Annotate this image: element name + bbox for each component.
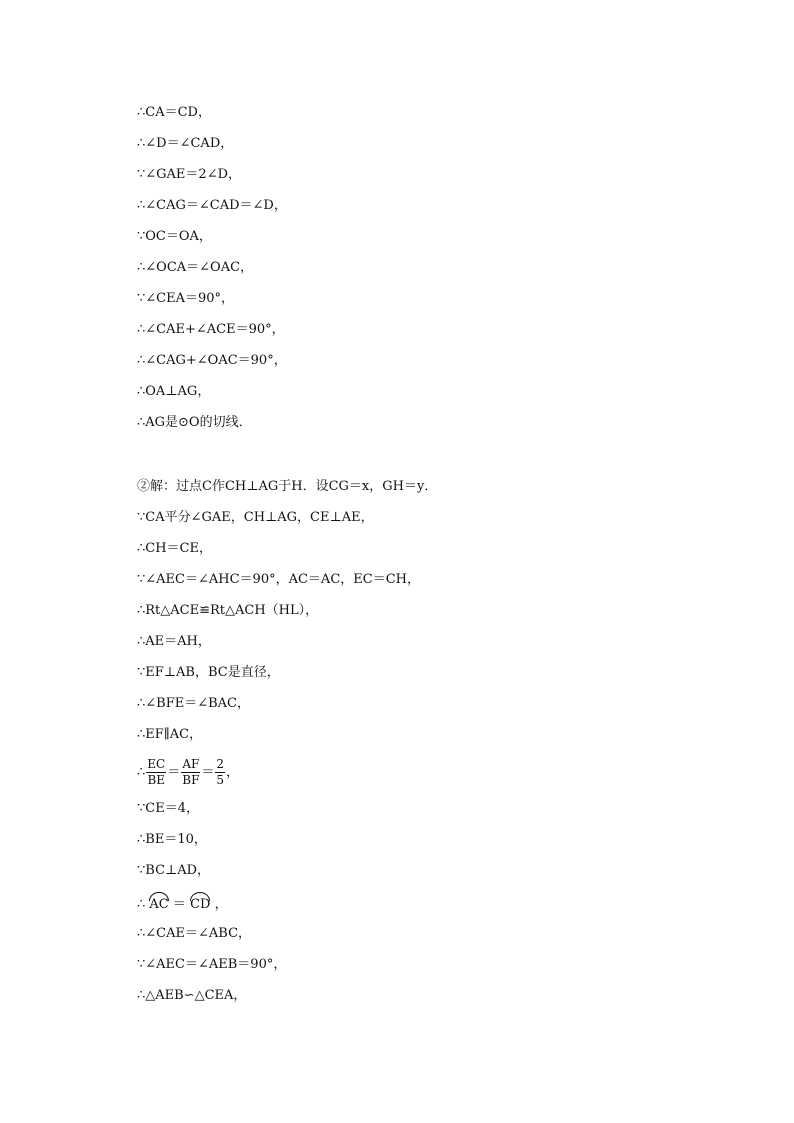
proof-line: ∵CA平分∠GAE，CH⊥AG，CE⊥AE， — [137, 510, 374, 525]
equals-sign: ＝ — [172, 897, 186, 912]
proof-line: ∴∠CAE＝∠ABC， — [137, 926, 252, 941]
proof-line: ∴∠CAG+∠OAC＝90°， — [137, 353, 287, 368]
comma: ， — [214, 897, 228, 912]
equals-sign: ＝ — [167, 764, 181, 780]
proof-line: ∵∠CEA＝90°， — [137, 291, 235, 306]
proof-line: ∵CE＝4， — [137, 801, 199, 816]
proof-line: ∴CA＝CD， — [137, 105, 211, 120]
arc-cd: CD — [190, 892, 210, 913]
fraction-ec-be — [146, 757, 166, 788]
proof-line: ∵∠GAE＝2∠D， — [137, 167, 242, 182]
fraction-2-5 — [215, 757, 225, 788]
proof-line: ∴OA⊥AG， — [137, 384, 211, 399]
therefore-symbol: ∴ — [137, 897, 146, 912]
proof-line: ∴CH＝CE， — [137, 541, 212, 556]
proof-line: ∵EF⊥AB，BC是直径， — [137, 665, 280, 680]
arc-ac: AC — [149, 892, 168, 913]
comma: ， — [226, 764, 240, 780]
fraction-denominator: BE — [147, 773, 166, 787]
fraction-equation — [137, 757, 239, 788]
proof-conclusion: ∴AG是⊙O的切线． — [137, 415, 252, 430]
proof-line: ∴∠CAG＝∠CAD＝∠D， — [137, 198, 287, 213]
proof-line: ∴∠CAE+∠ACE＝90°， — [137, 322, 285, 337]
solution-heading: ②解：过点C作CH⊥AG于H．设CG＝x，GH＝y． — [137, 479, 438, 494]
arc-equation — [137, 892, 228, 913]
proof-line: ∵OC＝OA， — [137, 229, 212, 244]
fraction-numerator: EC — [147, 757, 166, 771]
proof-line: ∴△AEB∽△CEA， — [137, 988, 247, 1003]
proof-line: ∴∠OCA＝∠OAC， — [137, 260, 254, 275]
proof-line: ∵∠AEC＝∠AEB＝90°， — [137, 957, 287, 972]
proof-line: ∴EF∥AC， — [137, 727, 203, 742]
proof-line: ∵∠AEC＝∠AHC＝90°，AC＝AC，EC＝CH， — [137, 572, 420, 587]
proof-line: ∴AE＝AH， — [137, 634, 211, 649]
proof-line: ∴∠D＝∠CAD， — [137, 136, 234, 151]
proof-line: ∴∠BFE＝∠BAC， — [137, 696, 251, 711]
therefore-symbol: ∴ — [137, 764, 146, 780]
proof-line: ∴Rt△ACE≌Rt△ACH（HL）， — [137, 603, 319, 618]
fraction-denominator: BF — [182, 773, 200, 787]
fraction-numerator: 2 — [216, 757, 225, 771]
proof-line: ∵BC⊥AD， — [137, 863, 211, 878]
fraction-af-bf — [181, 757, 200, 788]
proof-line: ∴BE＝10， — [137, 832, 207, 847]
equals-sign: ＝ — [201, 764, 215, 780]
fraction-denominator: 5 — [216, 773, 225, 787]
fraction-numerator: AF — [182, 757, 200, 771]
